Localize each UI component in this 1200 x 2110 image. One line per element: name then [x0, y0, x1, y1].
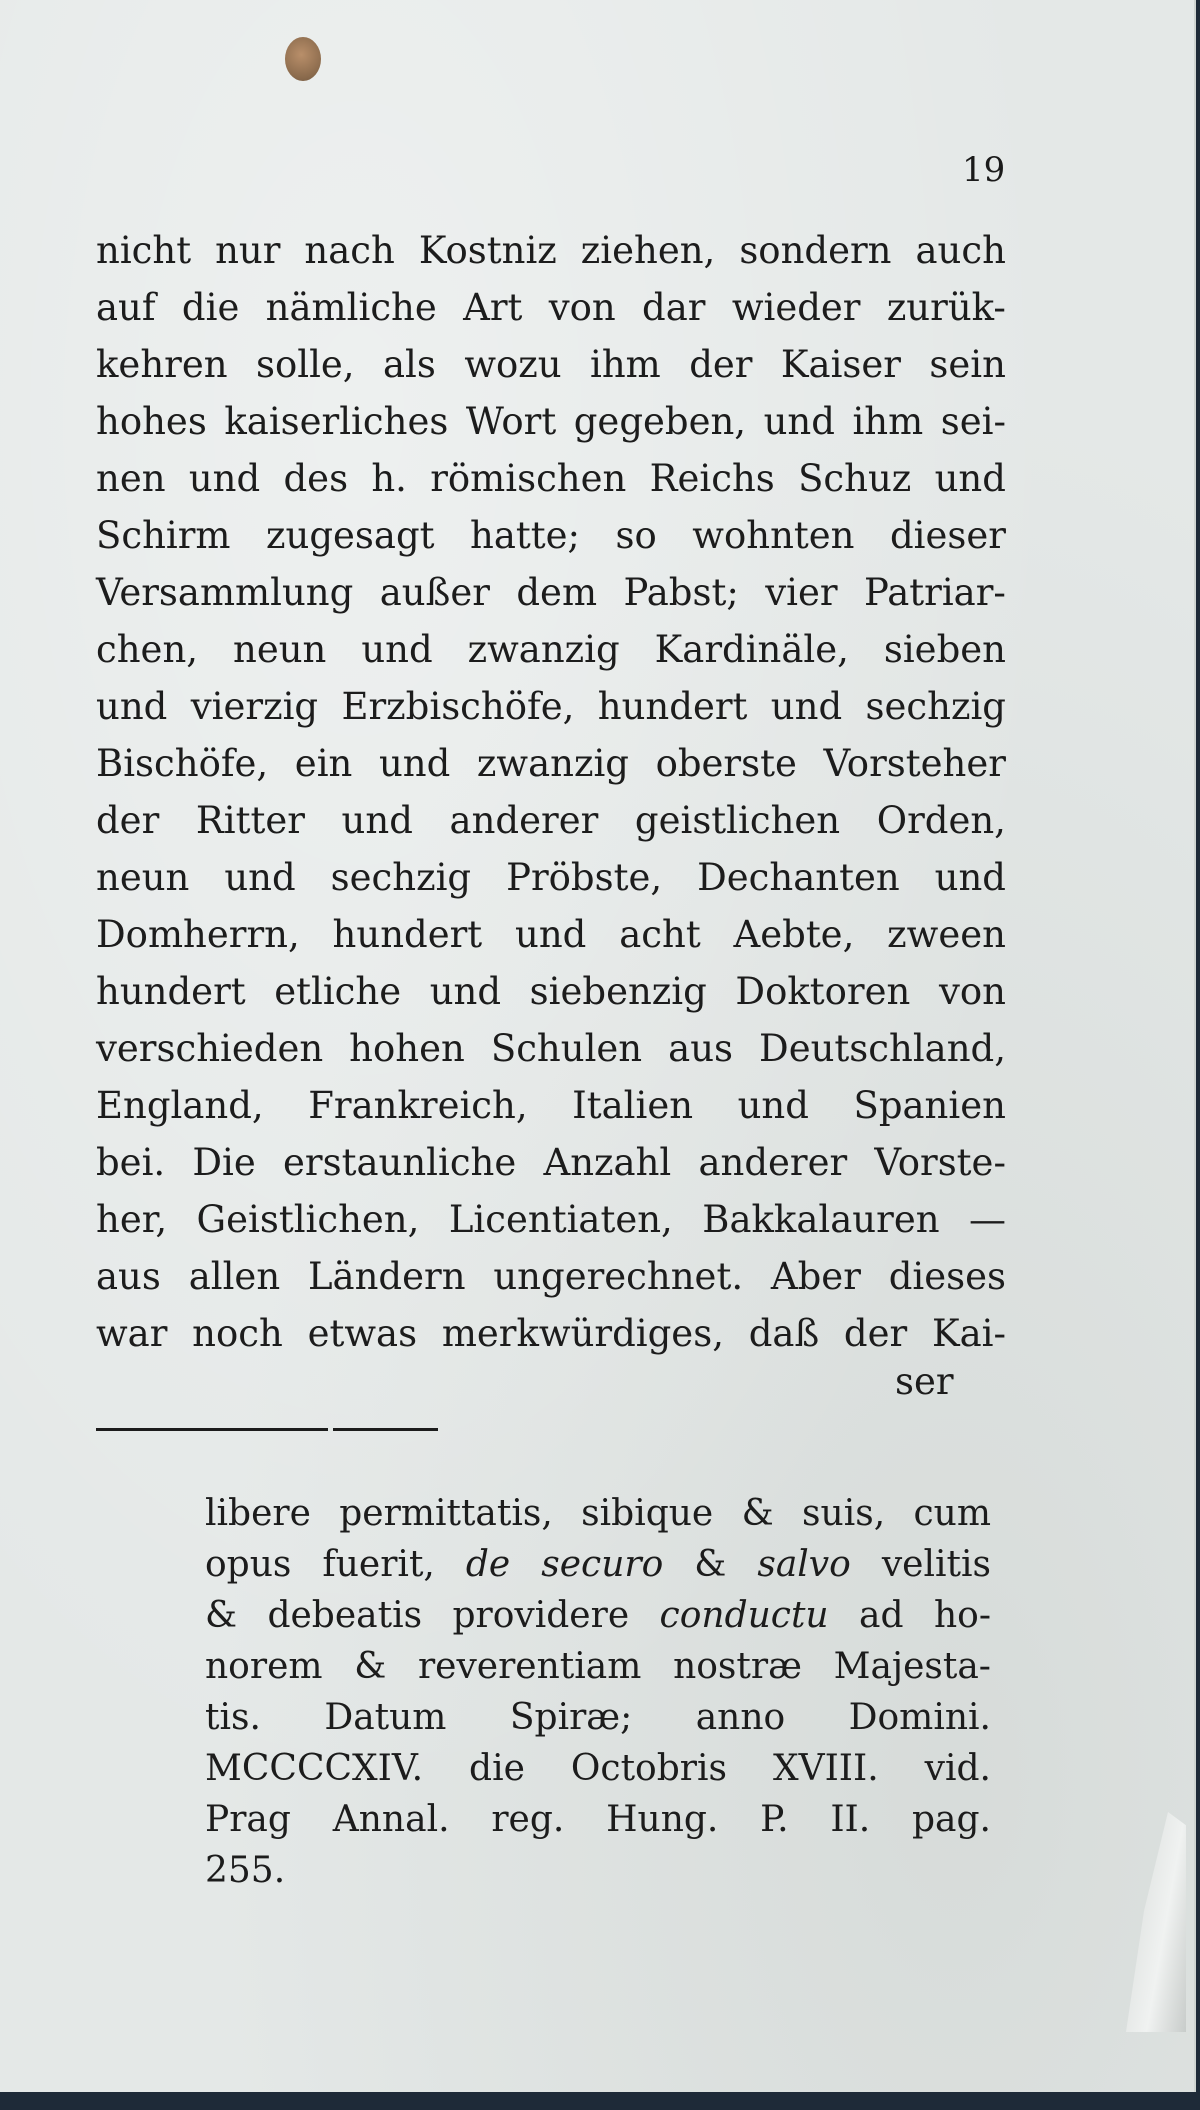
word: norem	[205, 1646, 323, 1687]
text-line	[96, 849, 1006, 906]
word: zween	[887, 913, 1006, 956]
word: Licentiaten,	[448, 1198, 673, 1241]
word: ihm	[852, 400, 924, 443]
text-line	[96, 1248, 1006, 1305]
text-line	[96, 564, 1006, 621]
word: solle,	[255, 343, 355, 386]
word: Ritter	[195, 799, 305, 842]
footnote-line	[205, 1845, 991, 1896]
footnote-rule	[96, 1428, 438, 1431]
word: Bischöfe,	[96, 742, 269, 785]
word: pag.	[911, 1799, 991, 1840]
text-line	[96, 507, 1006, 564]
word: vierzig	[190, 685, 319, 728]
text-line	[96, 393, 1006, 450]
word: conductu	[659, 1595, 829, 1636]
text-line	[96, 336, 1006, 393]
scan-edge	[0, 2092, 1200, 2110]
word: Prag	[205, 1799, 291, 1840]
word: Schulen	[490, 1027, 643, 1070]
word: von	[938, 970, 1006, 1013]
word: und	[934, 457, 1006, 500]
word: Annal.	[332, 1799, 450, 1840]
word: sein	[929, 343, 1006, 386]
word: hatte;	[470, 514, 581, 557]
word: dieses	[888, 1255, 1006, 1298]
word: Doktoren	[735, 970, 911, 1013]
word: auf	[96, 286, 156, 329]
word: nach	[304, 229, 395, 272]
word: Spanien	[853, 1084, 1006, 1127]
word: Italien	[572, 1084, 694, 1127]
word: ungerechnet.	[493, 1255, 744, 1298]
word: als	[383, 343, 436, 386]
word: Vorste-	[874, 1141, 1006, 1184]
word: noch	[192, 1312, 283, 1355]
word: ziehen,	[580, 229, 716, 272]
word: Pabst;	[623, 571, 739, 614]
word: kehren	[96, 343, 228, 386]
word: Aebte,	[733, 913, 855, 956]
word: ho-	[933, 1595, 991, 1636]
word: sei-	[940, 400, 1006, 443]
word: vid.	[924, 1748, 991, 1789]
word: so	[615, 514, 657, 557]
word: Versammlung	[96, 571, 354, 614]
word: war	[96, 1312, 168, 1355]
word: aus	[96, 1255, 161, 1298]
word: wieder	[731, 286, 861, 329]
word: her,	[96, 1198, 168, 1241]
word: Kardinäle,	[654, 628, 849, 671]
footnote-text	[205, 1488, 991, 1896]
word: sieben	[883, 628, 1006, 671]
word: hundert	[96, 970, 246, 1013]
text-line	[96, 735, 1006, 792]
word: Reichs	[649, 457, 775, 500]
word: geistlichen	[634, 799, 841, 842]
word: vier	[765, 571, 838, 614]
word: hundert	[597, 685, 748, 728]
word: und	[737, 1084, 809, 1127]
word: Schuz	[798, 457, 912, 500]
word: außer	[379, 571, 490, 614]
page-fold	[1126, 1812, 1186, 2032]
word: und	[429, 970, 502, 1013]
word: nämliche	[265, 286, 437, 329]
text-line	[96, 678, 1006, 735]
word: cum	[913, 1493, 991, 1534]
text-line	[96, 450, 1006, 507]
word: fuerit,	[322, 1544, 435, 1585]
word: der	[843, 1312, 908, 1355]
word: Kostniz	[418, 229, 557, 272]
word: und	[934, 856, 1006, 899]
word: MCCCCXIV.	[205, 1748, 424, 1789]
word: ihm	[590, 343, 661, 386]
word: dem	[516, 571, 598, 614]
word: zugesagt	[266, 514, 435, 557]
word: nicht	[96, 229, 192, 272]
word: Aber	[770, 1255, 861, 1298]
word: sondern	[739, 229, 892, 272]
word: nur	[215, 229, 281, 272]
word: tis.	[205, 1697, 261, 1738]
word: Bakkalauren	[702, 1198, 940, 1241]
word: siebenzig	[529, 970, 707, 1013]
footnote-line	[205, 1488, 991, 1539]
word: libere	[205, 1493, 311, 1534]
word: und	[188, 457, 261, 500]
word: von	[548, 286, 616, 329]
word: und	[515, 913, 587, 956]
word: hohen	[349, 1027, 465, 1070]
word: auch	[915, 229, 1006, 272]
word: &	[354, 1646, 387, 1687]
word: velitis	[881, 1544, 991, 1585]
word: oberste	[655, 742, 797, 785]
word: aus	[668, 1027, 734, 1070]
word: die	[181, 286, 240, 329]
word: anderer	[449, 799, 599, 842]
word: sibique	[581, 1493, 714, 1534]
word: ein	[294, 742, 353, 785]
text-line	[96, 963, 1006, 1020]
text-line	[96, 621, 1006, 678]
word: suis,	[802, 1493, 886, 1534]
word: sechzig	[865, 685, 1006, 728]
word: der	[689, 343, 753, 386]
word: daß	[748, 1312, 820, 1355]
word: neun	[96, 856, 190, 899]
word: Pröbste,	[506, 856, 663, 899]
word: &	[741, 1493, 774, 1534]
word: erstaunliche	[283, 1141, 517, 1184]
text-line	[96, 1191, 1006, 1248]
word: nostræ	[673, 1646, 802, 1687]
word: anderer	[698, 1141, 848, 1184]
word: de	[465, 1544, 511, 1585]
word: Anzahl	[543, 1141, 672, 1184]
footnote-line	[205, 1641, 991, 1692]
word: England,	[96, 1084, 264, 1127]
word: securo	[541, 1544, 664, 1585]
word: &	[205, 1595, 238, 1636]
word: permittatis,	[339, 1493, 553, 1534]
word: Domini.	[848, 1697, 991, 1738]
word: reverentiam	[417, 1646, 642, 1687]
catchword: ser	[895, 1360, 954, 1403]
paper-hole	[285, 37, 321, 81]
word: Kai-	[931, 1312, 1006, 1355]
word: Orden,	[876, 799, 1006, 842]
footnote-line	[205, 1590, 991, 1641]
word: chen,	[96, 628, 199, 671]
word: acht	[619, 913, 701, 956]
word: II.	[830, 1799, 871, 1840]
word: Patriar-	[864, 571, 1006, 614]
word: Schirm	[96, 514, 231, 557]
word: zurük-	[886, 286, 1006, 329]
word: 255.	[205, 1850, 286, 1891]
body-text	[96, 222, 1006, 1362]
text-line	[96, 279, 1006, 336]
word: reg.	[491, 1799, 565, 1840]
text-line	[96, 1305, 1006, 1362]
word: debeatis	[267, 1595, 423, 1636]
word: und	[224, 856, 296, 899]
word: der	[96, 799, 160, 842]
word: etliche	[274, 970, 402, 1013]
word: Frankreich,	[308, 1084, 528, 1127]
text-line	[96, 1077, 1006, 1134]
word: —	[969, 1198, 1006, 1241]
word: &	[694, 1544, 727, 1585]
word: Deutschland,	[759, 1027, 1006, 1070]
word: die	[469, 1748, 525, 1789]
word: wozu	[464, 343, 562, 386]
word: Art	[463, 286, 523, 329]
word: Geistlichen,	[196, 1198, 420, 1241]
word: hundert	[332, 913, 483, 956]
word: etwas	[307, 1312, 418, 1355]
word: verschieden	[96, 1027, 324, 1070]
text-line	[96, 906, 1006, 963]
footnote-line	[205, 1794, 991, 1845]
word: Erzbischöfe,	[341, 685, 575, 728]
word: Hung.	[606, 1799, 719, 1840]
word: XVIII.	[772, 1748, 879, 1789]
word: salvo	[757, 1544, 851, 1585]
word: und	[341, 799, 413, 842]
word: Spiræ;	[509, 1697, 633, 1738]
word: Majesta-	[833, 1646, 991, 1687]
word: nen	[96, 457, 166, 500]
text-line	[96, 1020, 1006, 1077]
word: dieser	[890, 514, 1006, 557]
word: ad	[859, 1595, 904, 1636]
word: neun	[232, 628, 327, 671]
word: P.	[760, 1799, 789, 1840]
page-number: 19	[962, 150, 1006, 190]
word: und	[770, 685, 843, 728]
text-line	[96, 222, 1006, 279]
word: Dechanten	[697, 856, 900, 899]
word: h.	[371, 457, 407, 500]
footnote-line	[205, 1539, 991, 1590]
word: gegeben,	[573, 400, 747, 443]
word: bei.	[96, 1141, 166, 1184]
word: wohnten	[692, 514, 855, 557]
word: allen	[188, 1255, 281, 1298]
word: Octobris	[570, 1748, 727, 1789]
word: römischen	[430, 457, 627, 500]
footnote-line	[205, 1743, 991, 1794]
word: und	[763, 400, 835, 443]
word: hohes	[96, 400, 207, 443]
word: Kaiser	[780, 343, 901, 386]
word: anno	[695, 1697, 786, 1738]
word: Datum	[324, 1697, 447, 1738]
footnote-line	[205, 1692, 991, 1743]
word: und	[96, 685, 168, 728]
text-line	[96, 1134, 1006, 1191]
word: Vorsteher	[823, 742, 1006, 785]
word: dar	[642, 286, 706, 329]
text-line	[96, 792, 1006, 849]
word: des	[283, 457, 349, 500]
word: providere	[452, 1595, 630, 1636]
word: sechzig	[330, 856, 472, 899]
word: und	[361, 628, 433, 671]
word: zwanzig	[467, 628, 620, 671]
word: Domherrn,	[96, 913, 300, 956]
word: und	[378, 742, 451, 785]
word: merkwürdiges,	[441, 1312, 724, 1355]
word: Ländern	[307, 1255, 466, 1298]
word: kaiserliches	[224, 400, 449, 443]
word: Wort	[465, 400, 557, 443]
word: Die	[192, 1141, 256, 1184]
word: zwanzig	[476, 742, 629, 785]
word: opus	[205, 1544, 292, 1585]
